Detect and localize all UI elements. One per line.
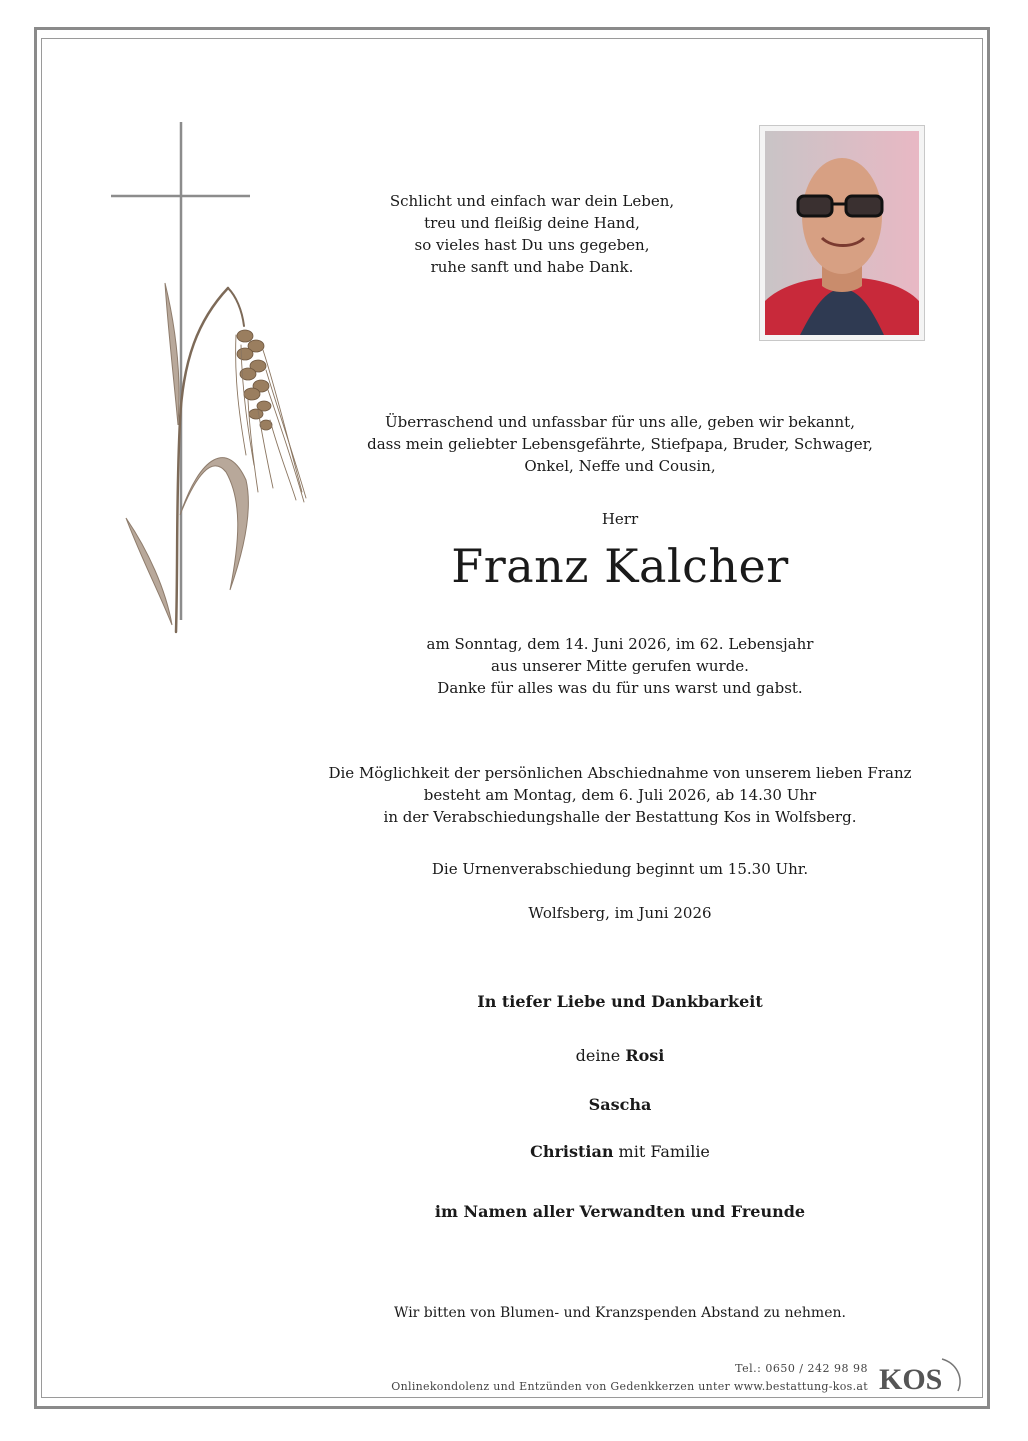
death-line: am Sonntag, dem 14. Juni 2026, im 62. Lebensjahr <box>426 635 814 653</box>
intro-line: Überraschend und unfassbar für uns alle, geben wir bekannt, <box>385 413 855 431</box>
verse-line: ruhe sanft und habe Dank. <box>430 258 634 276</box>
family-line-3 <box>300 1142 940 1161</box>
salutation: Herr <box>601 510 639 528</box>
verse-line: treu und fleißig deine Hand, <box>424 214 640 232</box>
family-name: Sascha <box>588 1095 652 1114</box>
portrait-photo <box>759 125 925 341</box>
intro-line: dass mein geliebter Lebensgefährte, Stiefpapa, Bruder, Schwager, <box>367 435 873 453</box>
cross-icon <box>111 122 250 620</box>
intro-line: Onkel, Neffe und Cousin, <box>524 457 716 475</box>
family-prefix: deine <box>575 1046 621 1065</box>
flower-notice: Wir bitten von Blumen- und Kranzspenden Abstand zu nehmen. <box>394 1305 846 1321</box>
farewell-info <box>300 762 940 828</box>
relatives-line: im Namen aller Verwandten und Freunde <box>434 1202 806 1221</box>
footer-online: Onlinekondolenz und Entzünden von Gedenkkerzen unter www.bestattung-kos.at <box>391 1380 868 1393</box>
family-line-1 <box>300 1046 940 1065</box>
kos-logo <box>876 1355 966 1397</box>
urn-ceremony: Die Urnenverabschiedung beginnt um 15.30 Uhr. <box>431 860 809 878</box>
family-name: Christian <box>530 1142 614 1161</box>
footer-phone: Tel.: 0650 / 242 98 98 <box>735 1362 868 1375</box>
death-line: aus unserer Mitte gerufen wurde. <box>491 657 749 675</box>
verse-line: Schlicht und einfach war dein Leben, <box>389 192 675 210</box>
farewell-line: Die Möglichkeit der persönlichen Abschiednahme von unserem lieben Franz <box>328 764 912 782</box>
logo-text: KOS <box>879 1363 943 1396</box>
family-suffix: mit Familie <box>618 1142 710 1161</box>
farewell-line: besteht am Montag, dem 6. Juli 2026, ab 14.30 Uhr <box>423 786 817 804</box>
place-date: Wolfsberg, im Juni 2026 <box>528 904 712 922</box>
death-info <box>300 633 940 699</box>
death-line: Danke für alles was du für uns warst und gabst. <box>437 679 803 697</box>
announcement-intro <box>300 411 940 477</box>
verse <box>282 190 782 278</box>
family-name: Rosi <box>625 1046 665 1065</box>
farewell-line: in der Verabschiedungshalle der Bestattung Kos in Wolfsberg. <box>383 808 857 826</box>
verse-line: so vieles hast Du uns gegeben, <box>414 236 650 254</box>
wheat-icon <box>126 283 306 632</box>
family-line-2 <box>300 1095 940 1114</box>
closing-phrase: In tiefer Liebe und Dankbarkeit <box>477 992 763 1011</box>
deceased-name: Franz Kalcher <box>451 539 789 593</box>
